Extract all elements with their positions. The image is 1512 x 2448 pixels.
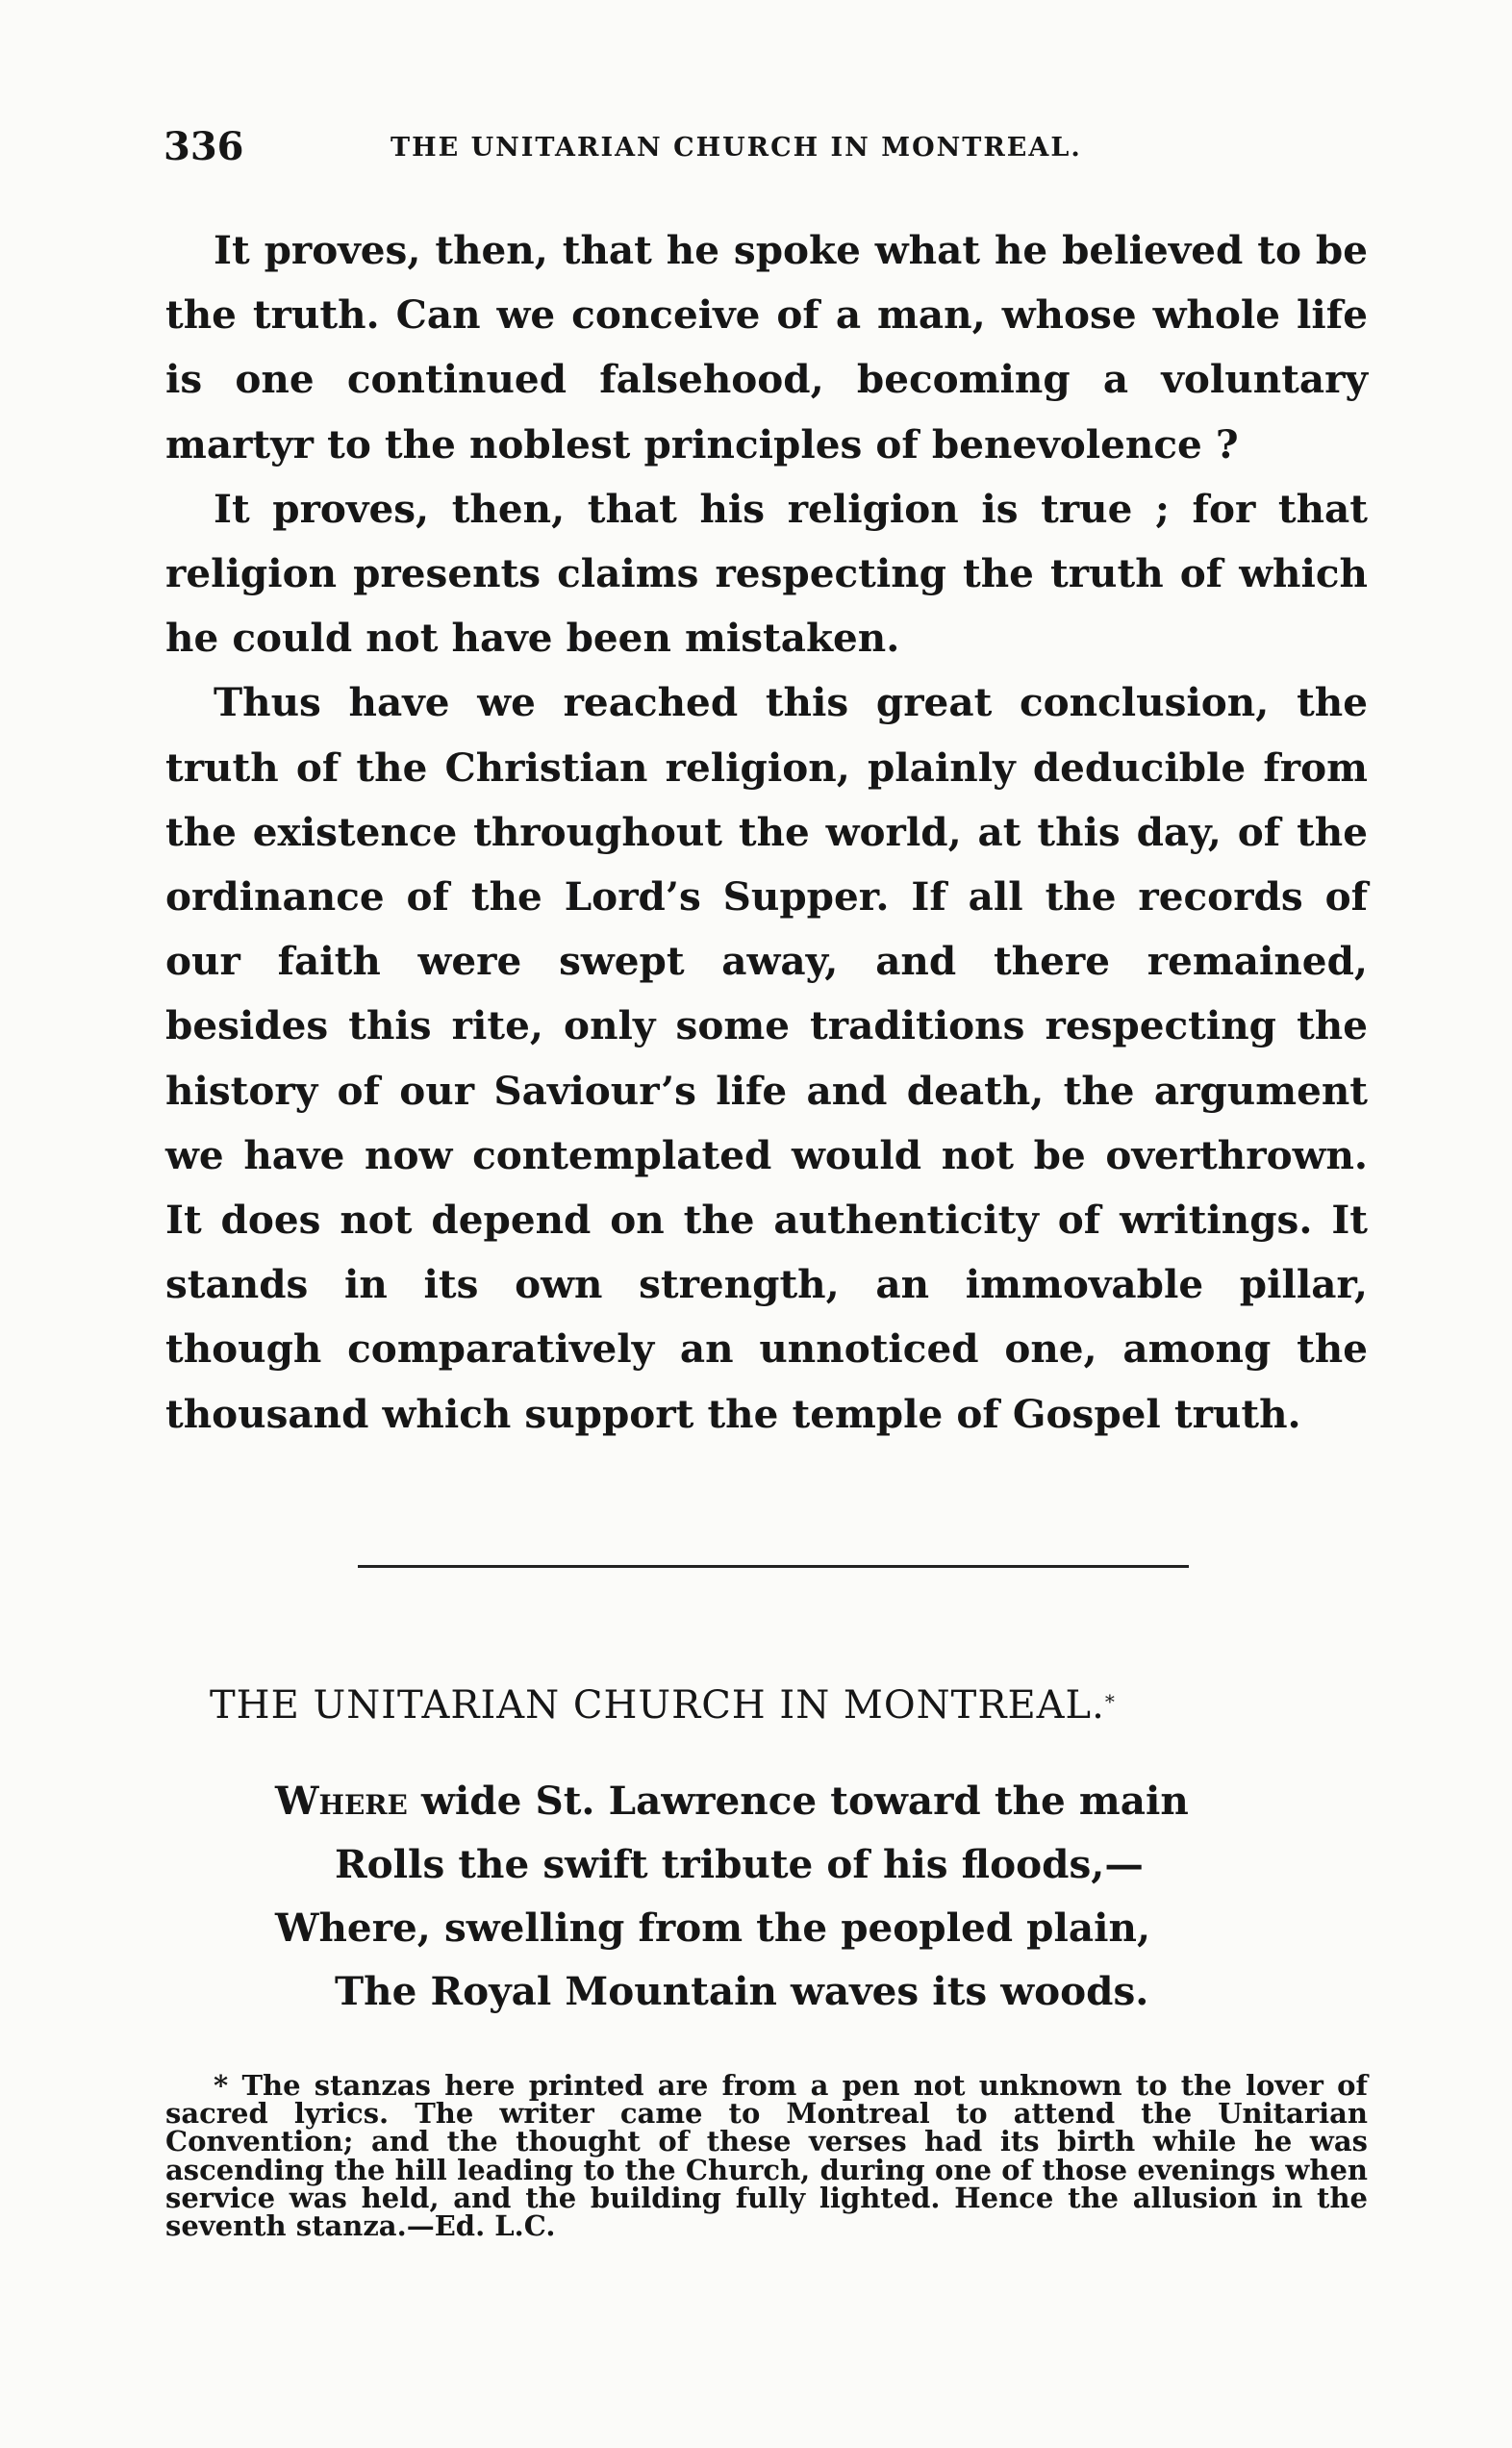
- poem-title: [210, 1678, 1116, 1733]
- footnote-marker: *: [214, 2069, 229, 2102]
- poem-line: Where, swelling from the peopled plain,: [275, 1905, 1151, 1951]
- paragraph: Thus have we reached this great conclusion, the truth of the Christian religion, plainly deducible from the existence throughout the world, at this day, of the ordinance of the Lord’s Supper. If all the records of our faith were swept away, and there remained, besides this rite, only some traditions respecting the history of our Saviour’s life and death, the argument we have now contemplated would not be overthrown. It does not depend on the authenticity of writings. It stands in its own strength, an immovable pillar, though comparatively an unnoticed one, among the thousand which support the temple of Gospel truth.: [165, 679, 1368, 1437]
- poem-title-text: THE UNITARIAN CHURCH IN MONTREAL.: [210, 1683, 1105, 1728]
- running-header-title: THE UNITARIAN CHURCH IN MONTREAL.: [391, 133, 1082, 163]
- paragraph: It proves, then, that his religion is true ; for that religion presents claims respecting the truth of which he could not have been mistaken.: [165, 485, 1368, 662]
- section-divider: [358, 1565, 1189, 1568]
- footnote-reference: *: [1104, 1690, 1116, 1713]
- poem-line-text: wide St. Lawrence toward the main: [407, 1778, 1189, 1824]
- running-header: [164, 123, 1375, 181]
- footnote-text: The stanzas here printed are from a pen not unknown to the lover of sacred lyrics. The writer came to Montreal to attend the Unitarian Convention; and the thought of these verses had its birth while he was ascending the hill leading to the Church, during one of those evenings when service was held, and the building fully lighted. Hence the allusion in the seventh stanza.—: [165, 2069, 1368, 2243]
- page-number: 336: [164, 124, 244, 169]
- poem-line: [275, 1773, 1189, 1829]
- footnote: [165, 2069, 1368, 2243]
- paragraph: It proves, then, that he spoke what he believed to be the truth. Can we conceive of a man, whose whole life is one continued falsehood, becoming a voluntary martyr to the noblest principles of benevolence ?: [165, 227, 1368, 467]
- body-text: [165, 218, 1368, 1447]
- poem-initial-word: Where: [275, 1778, 408, 1824]
- poem-line: The Royal Mountain waves its woods.: [335, 1968, 1149, 2014]
- footnote-signature: Ed. L.C.: [434, 2209, 556, 2243]
- poem-line: Rolls the swift tribute of his floods,—: [335, 1841, 1144, 1887]
